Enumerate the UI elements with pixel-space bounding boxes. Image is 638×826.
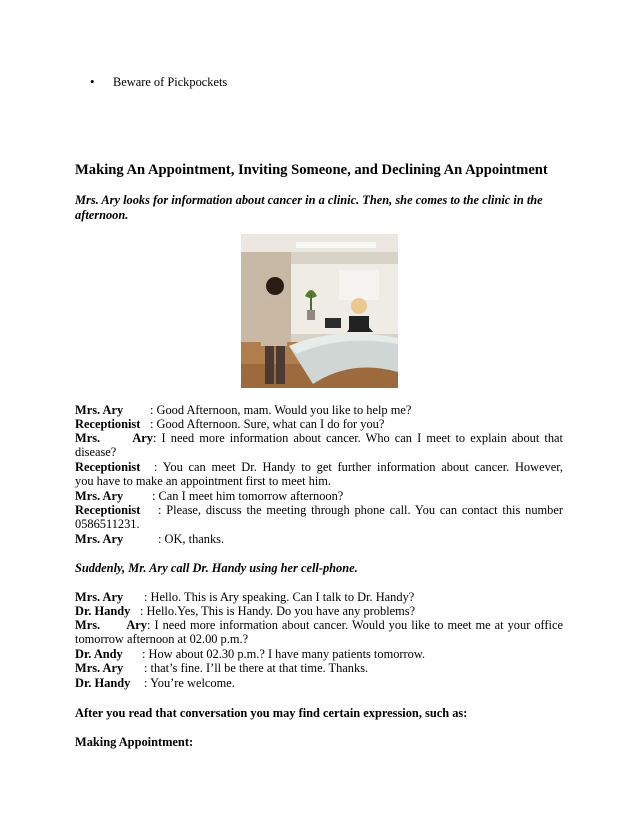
dialogue-text: : Hello.Yes, This is Handy. Do you have any problems? (140, 604, 416, 618)
dialogue-line (75, 661, 368, 676)
dialogue-line (75, 647, 425, 662)
dialogue-text: : Good Afternoon, mam. Would you like to help me? (150, 403, 412, 417)
dialogue-line (75, 676, 235, 691)
speaker-label: Mrs. Ary (75, 403, 124, 417)
dialogue-text: : Good Afternoon. Sure, what can I do for you? (150, 417, 385, 431)
making-appointment-label: Making Appointment: (75, 735, 194, 749)
bullet-marker: • (90, 74, 95, 89)
dialogue-text: : that’s fine. I’ll be there at that time. Thanks. (144, 661, 369, 675)
dialogue-text: : OK, thanks. (158, 532, 225, 546)
speaker-label: Receptionist (75, 417, 141, 431)
dialogue-text: : Hello. This is Ary speaking. Can I talk to Dr. Handy? (144, 590, 415, 604)
dialogue-line (75, 532, 224, 547)
speaker-label: Mrs. Ary (75, 590, 124, 604)
speaker-label: Dr. Handy (75, 604, 131, 618)
dialogue-line (75, 417, 384, 432)
dialogue-text: : I need more information about cancer. Would you like to meet me at your office (147, 618, 563, 632)
section-heading: Making An Appointment, Inviting Someone, and Declining An Appointment (75, 162, 548, 178)
dialogue-continuation: disease? (75, 445, 117, 459)
scene-description: Mrs. Ary looks for information about cancer in a clinic. Then, she comes to the clinic in the afternoon. (75, 193, 543, 222)
dialogue-text: : Can I meet him tomorrow afternoon? (152, 489, 344, 503)
speaker-label: Mrs. Ary (75, 431, 153, 445)
expression-intro: After you read that conversation you may find certain expression, such as: (75, 706, 468, 720)
scene-transition: Suddenly, Mr. Ary call Dr. Handy using her cell-phone. (75, 561, 358, 575)
speaker-label: Dr. Handy (75, 676, 131, 690)
speaker-label: Mrs. Ary (75, 489, 124, 503)
dialogue-line (75, 618, 563, 633)
dialogue-text: : Please, discuss the meeting through phone call. You can contact this number (158, 503, 563, 517)
dialogue-text: : I need more information about cancer. Who can I meet to explain about that (153, 431, 563, 445)
dialogue-line (75, 403, 411, 418)
dialogue-line (75, 431, 563, 446)
speaker-label: Dr. Andy (75, 647, 123, 661)
dialogue-line (75, 503, 563, 518)
dialogue-text: : You’re welcome. (144, 676, 235, 690)
speaker-label: Mrs. Ary (75, 532, 124, 546)
dialogue-line (75, 489, 343, 504)
dialogue-continuation: you have to make an appointment first to meet him. (75, 474, 332, 488)
dialogue-line (75, 460, 563, 475)
speaker-label: Receptionist (75, 503, 141, 517)
dialogue-line (75, 590, 414, 605)
speaker-label: Mrs. Ary (75, 661, 124, 675)
dialogue-line (75, 604, 415, 619)
dialogue-text: : You can meet Dr. Handy to get further information about cancer. However, (154, 460, 563, 474)
dialogue-continuation: 0586511231. (75, 517, 140, 531)
dialogue-continuation: tomorrow afternoon at 02.00 p.m.? (75, 632, 249, 646)
speaker-label: Receptionist (75, 460, 141, 474)
dialogue-text: : How about 02.30 p.m.? I have many patients tomorrow. (142, 647, 426, 661)
speaker-label: Mrs. Ary (75, 618, 147, 632)
clinic-reception-photo (241, 234, 398, 388)
bullet-item-text: Beware of Pickpockets (113, 75, 228, 89)
